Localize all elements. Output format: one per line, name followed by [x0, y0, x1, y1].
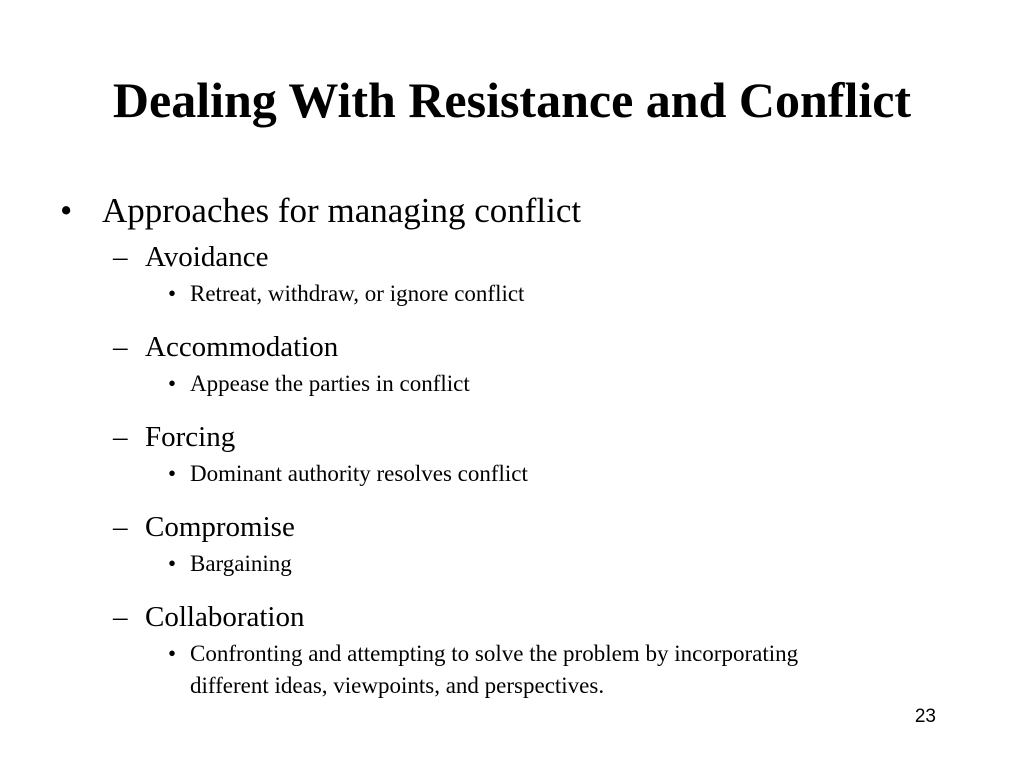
approach-name: Forcing — [145, 421, 236, 453]
bullet-main-text: Approaches for managing conflict — [102, 191, 582, 230]
dash-mark: – — [113, 241, 128, 273]
sub-bullet-mark: • — [168, 371, 177, 396]
approach-name: Compromise — [145, 511, 295, 543]
dash-mark: – — [113, 331, 128, 363]
approach-item-collaboration — [60, 596, 960, 638]
approach-detail-compromise — [60, 548, 850, 580]
approach-detail-avoidance — [60, 278, 850, 310]
dash-mark: – — [113, 421, 128, 453]
approach-name: Collaboration — [145, 601, 305, 633]
approach-detail: Dominant authority resolves conflict — [190, 461, 528, 486]
approach-item-avoidance — [60, 236, 960, 278]
sub-bullet-mark: • — [168, 551, 177, 576]
approach-detail: Retreat, withdraw, or ignore conflict — [190, 281, 525, 306]
approach-detail-forcing — [60, 458, 850, 490]
dash-mark: – — [113, 511, 128, 543]
slide-title: Dealing With Resistance and Conflict — [112, 72, 912, 128]
slide-body — [60, 186, 960, 702]
page-number: 23 — [914, 706, 936, 727]
dash-mark: – — [113, 601, 128, 633]
approach-detail-accommodation — [60, 368, 850, 400]
bullet-mark: • — [60, 191, 73, 230]
approach-name: Avoidance — [145, 241, 269, 273]
approach-detail-collaboration — [60, 638, 850, 702]
sub-bullet-mark: • — [168, 461, 177, 486]
approach-detail: Appease the parties in conflict — [190, 371, 470, 396]
approach-item-accommodation — [60, 326, 960, 368]
approach-detail: Confronting and attempting to solve the problem by incorporating different ideas, viewpoints, and perspectives. — [190, 641, 799, 698]
bullet-main — [60, 186, 960, 236]
sub-bullet-mark: • — [168, 641, 177, 666]
approach-item-compromise — [60, 506, 960, 548]
approach-item-forcing — [60, 416, 960, 458]
sub-bullet-mark: • — [168, 281, 177, 306]
approach-detail: Bargaining — [190, 551, 292, 576]
approach-name: Accommodation — [145, 331, 339, 363]
